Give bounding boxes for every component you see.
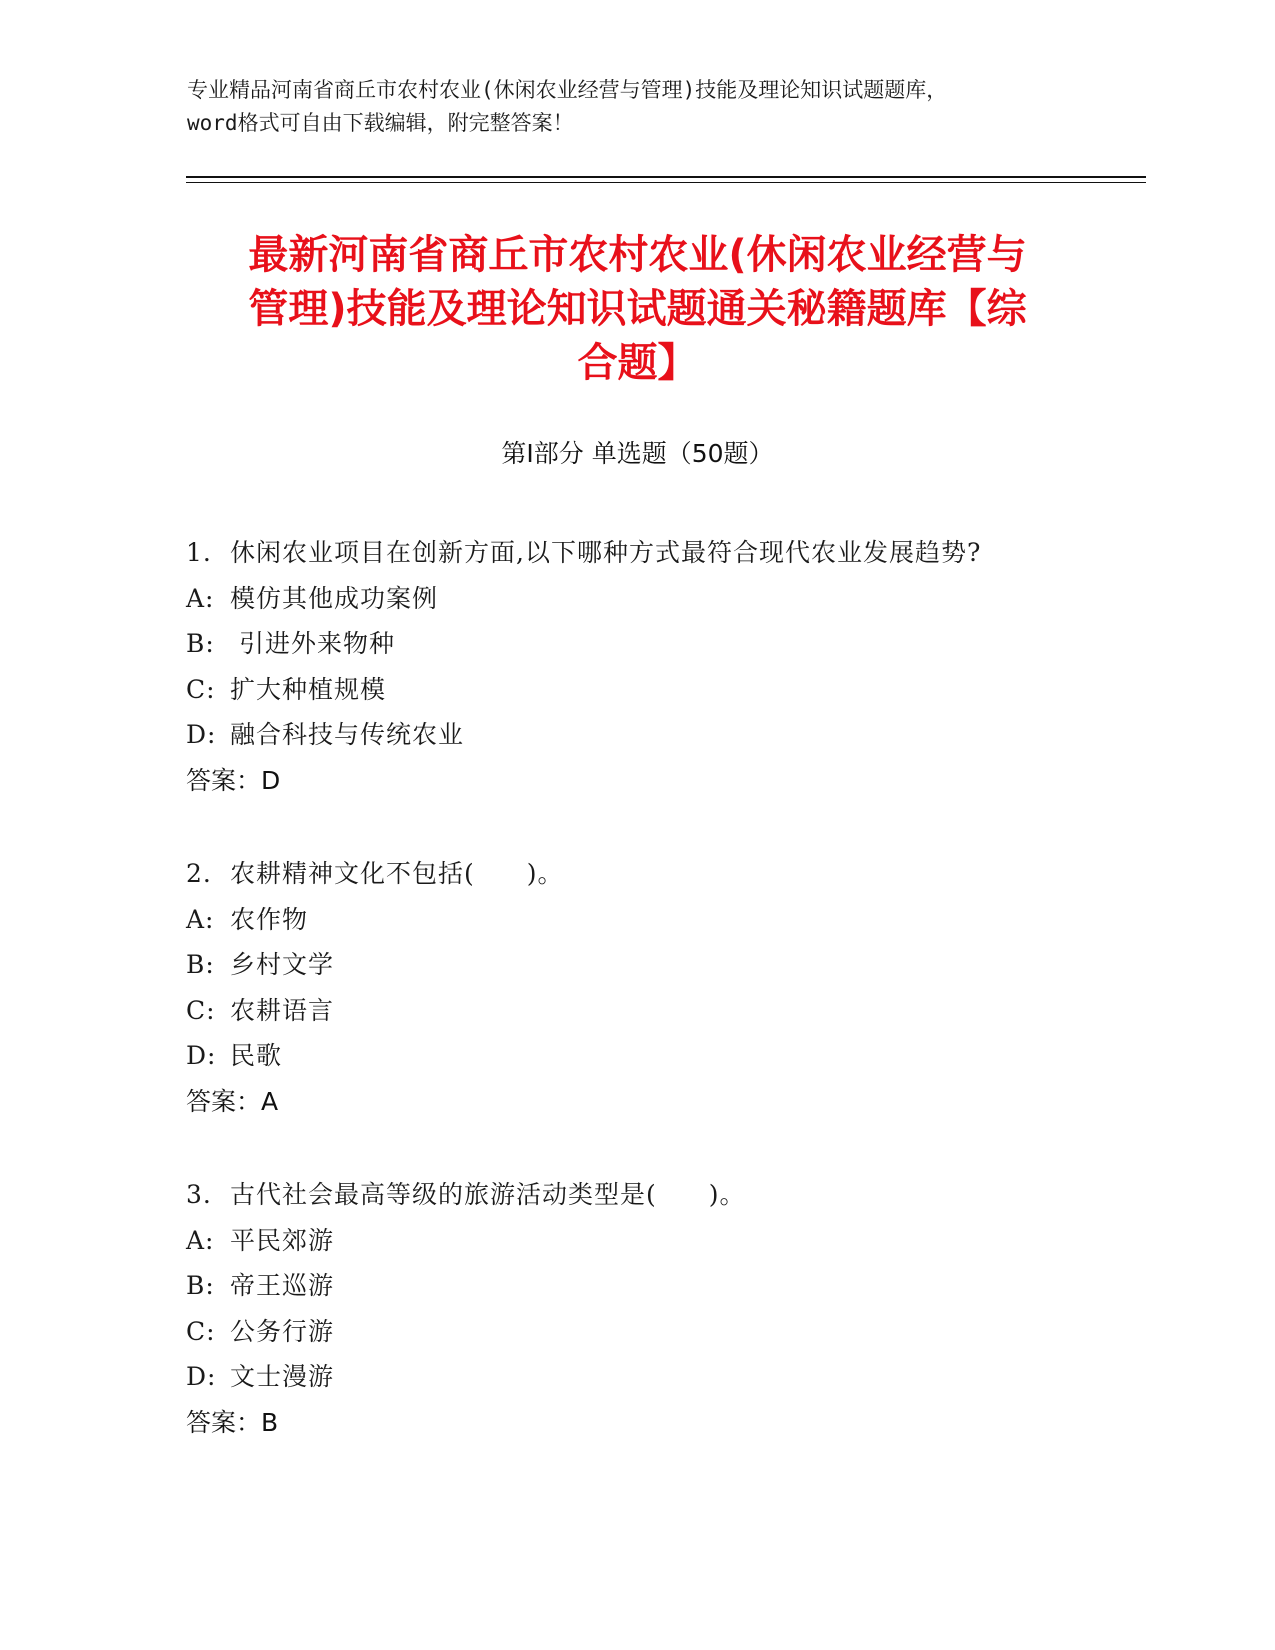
question-item [186,530,1106,803]
question-stem [186,530,1106,576]
option-a [186,1218,1106,1264]
option-text: 模仿其他成功案例 [230,583,439,613]
option-text: 公务行游 [230,1316,335,1346]
option-key: B: [186,629,215,658]
option-key: A: [186,583,215,613]
option-text: 农耕语言 [230,995,335,1025]
option-key: A: [186,1225,215,1255]
question-text: 古代社会最高等级的旅游活动类型是( )。 [230,1180,746,1209]
option-text: 帝王巡游 [230,1271,335,1300]
header-note [187,74,1087,140]
answer-line: 答案：B [186,1407,279,1437]
document-title-line-1: 最新河南省商丘市农村农业(休闲农业经营与 [248,232,1027,278]
option-b [186,942,1106,988]
question-text: 农耕精神文化不包括( )。 [230,859,564,888]
option-d [186,1033,1106,1079]
question-stem [186,1172,1106,1218]
option-key: A: [186,904,215,934]
option-a [186,897,1106,943]
option-c [186,1309,1106,1355]
question-text: 休闲农业项目在创新方面,以下哪种方式最符合现代农业发展趋势? [230,538,982,567]
option-key: C: [186,995,216,1025]
option-d [186,712,1106,758]
option-text: 扩大种植规模 [230,674,387,704]
header-note-line-2: word格式可自由下载编辑，附完整答案！ [187,111,574,135]
option-text: 融合科技与传统农业 [230,720,465,749]
option-text: 引进外来物种 [230,629,395,658]
header-note-line-1: 专业精品河南省商丘市农村农业(休闲农业经营与管理)技能及理论知识试题题库， [187,78,948,102]
question-item [186,851,1106,1124]
option-c [186,667,1106,713]
option-text: 民歌 [230,1041,283,1070]
question-number: 3. [186,1180,212,1209]
answer-line: 答案：A [186,1086,279,1116]
option-text: 平民郊游 [230,1225,335,1255]
document-title-line-2: 管理)技能及理论知识试题通关秘籍题库【综 [248,286,1027,332]
option-key: C: [186,674,216,704]
section-heading: 第Ⅰ部分 单选题（50题） [501,439,774,468]
option-text: 文士漫游 [230,1362,335,1391]
option-text: 农作物 [230,904,309,934]
question-item [186,1172,1106,1445]
option-key: D: [186,720,217,749]
header-divider-thin [186,182,1146,183]
option-d [186,1354,1106,1400]
option-key: B: [186,1271,215,1300]
option-key: C: [186,1316,216,1346]
option-a [186,576,1106,622]
question-number: 1. [186,538,212,567]
option-key: D: [186,1041,217,1070]
option-c [186,988,1106,1034]
question-list [186,530,1106,1493]
option-b [186,1263,1106,1309]
document-title-line-3: 合题】 [577,340,698,386]
option-key: D: [186,1362,217,1391]
document-title [180,228,1095,390]
header-divider-thick [186,176,1146,178]
question-stem [186,851,1106,897]
option-text: 乡村文学 [230,950,335,979]
answer-line: 答案：D [186,765,281,795]
option-b [186,621,1106,667]
question-number: 2. [186,859,212,888]
option-key: B: [186,950,215,979]
